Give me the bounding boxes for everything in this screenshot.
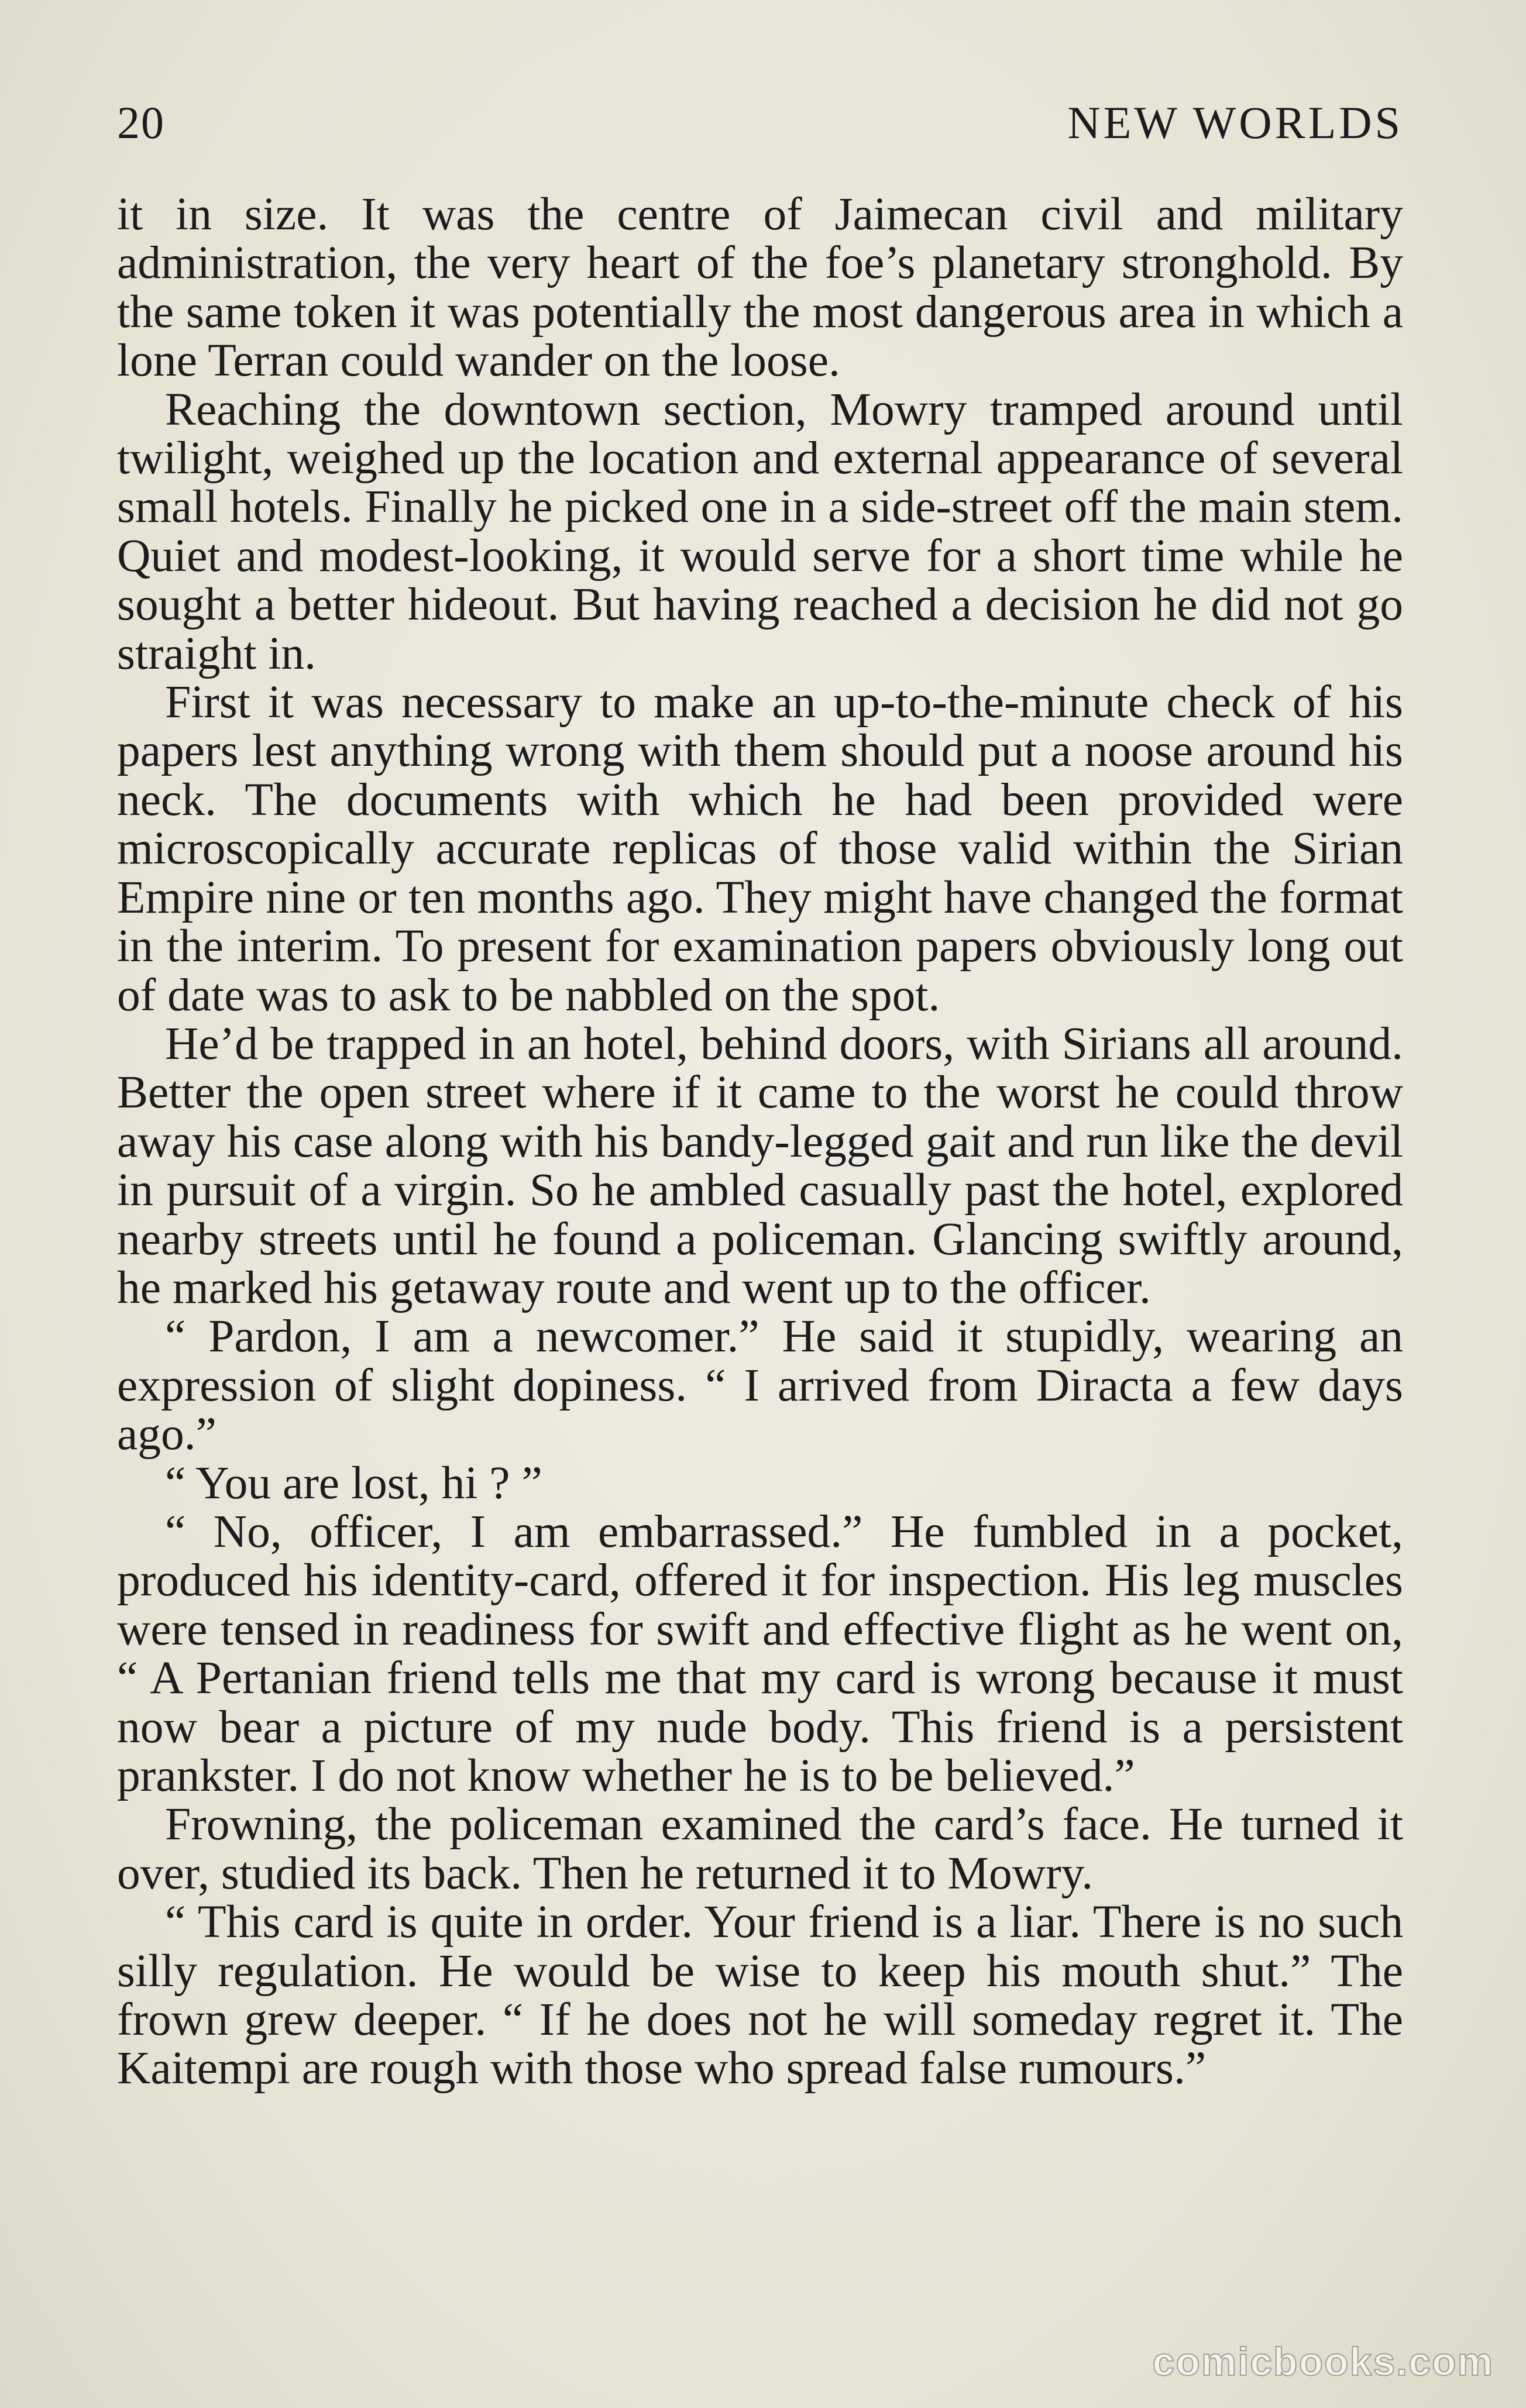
paragraph: “ You are lost, hi ? ”: [165, 1457, 542, 1509]
paragraph: it in size. It was the centre of Jaimecan civil and military administration, the very heart of the foe’s planetary stronghold. By the same token it was potentially the most dangerous area in which a lone Terran could wander on the loose.: [117, 188, 1403, 387]
page-header: [117, 97, 1403, 161]
paragraph: First it was necessary to make an up-to-the-minute check of his papers lest anything wrong with them should put a noose around his neck. The documents with which he had been provided were microscopically accurate replicas of those valid within the Sirian Empire nine or ten months ago. They might have changed the format in the interim. To present for examination papers obviously long out of date was to ask to be nabbled on the spot.: [117, 676, 1403, 1021]
page-number: 20: [117, 97, 165, 148]
paragraph: “ This card is quite in order. Your friend is a liar. There is no such silly regulation. He would be wise to keep his mouth shut.” The frown grew deeper. “ If he does not he will someday regret it. The Kaitempi are rough with those who spread false rumours.”: [117, 1896, 1403, 2094]
running-title: NEW WORLDS: [1067, 97, 1403, 148]
paragraph: Reaching the downtown section, Mowry tramped around until twilight, weighed up the location and external appearance of several small hotels. Finally he picked one in a side-street off the main stem. Quiet and modest-looking, it would serve for a short time while he sought a better hideout. But having reached a decision he did not go straight in.: [117, 383, 1403, 679]
paragraph: Frowning, the policeman examined the card’s face. He turned it over, studied its back. Then he returned it to Mowry.: [117, 1798, 1403, 1899]
watermark: comicbooks.com: [1152, 2340, 1494, 2384]
paragraph: He’d be trapped in an hotel, behind doors, with Sirians all around. Better the open street where if it came to the worst he could throw away his case along with his bandy-legged gait and run like the devil in pursuit of a virgin. So he ambled casually past the hotel, explored nearby streets until he found a policeman. Glancing swiftly around, he marked his getaway route and went up to the officer.: [117, 1017, 1403, 1313]
paragraph: “ Pardon, I am a newcomer.” He said it stupidly, wearing an expression of slight dopiness. “ I arrived from Diracta a few days ago.”: [117, 1310, 1403, 1460]
story-text: [117, 190, 1403, 2093]
paragraph: “ No, officer, I am embarrassed.” He fumbled in a pocket, produced his identity-card, offered it for inspection. His leg muscles were tensed in readiness for swift and effective flight as he went on, “ A Pertanian friend tells me that my card is wrong because it must now bear a picture of my nude body. This friend is a persistent prankster. I do not know whether he is to be believed.”: [117, 1505, 1403, 1801]
